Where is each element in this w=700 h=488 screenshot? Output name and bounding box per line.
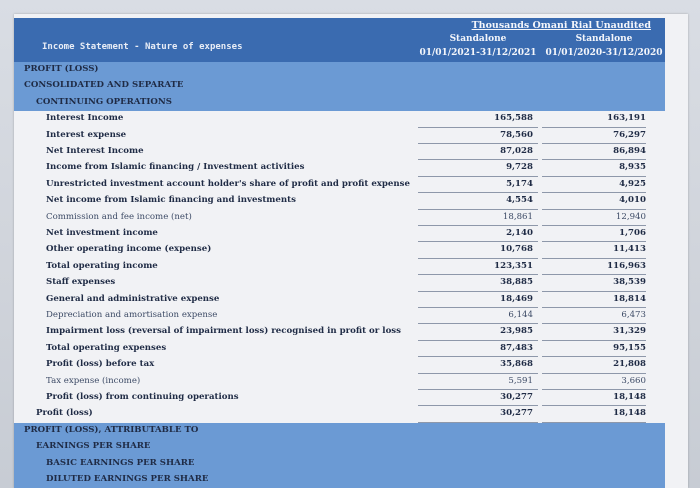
- row-label: Profit (loss) from continuing operations: [46, 392, 239, 402]
- value-2020: 163,191: [607, 113, 646, 124]
- value-2021: 18,469: [500, 293, 533, 304]
- statement-row: [14, 95, 665, 111]
- value-2020: 18,148: [613, 392, 646, 402]
- statement-row: [14, 292, 665, 308]
- value-2020: 4,925: [619, 178, 646, 189]
- row-label: Commission and fee income (net): [46, 211, 192, 222]
- value-2021: 30,277: [500, 408, 533, 419]
- statement-row: [14, 144, 665, 160]
- row-label: Total operating income: [46, 260, 158, 271]
- value-2020: 11,413: [613, 244, 646, 255]
- row-label: Total operating expenses: [46, 342, 167, 353]
- row-label: PROFIT (LOSS), ATTRIBUTABLE TO: [24, 424, 199, 435]
- value-2020: 76,297: [613, 129, 646, 140]
- value-2021: 9,728: [506, 162, 533, 173]
- statement-row: [14, 226, 665, 242]
- statement-row: [14, 341, 665, 357]
- value-2021: 4,554: [506, 195, 533, 206]
- statement-row: [14, 275, 665, 291]
- statement-row: [14, 128, 665, 144]
- value-2021: 30,277: [500, 392, 533, 402]
- statement-row: [14, 78, 665, 94]
- column-header-2020-line2: 01/01/2020-31/12/2020: [545, 48, 663, 58]
- value-2020: 38,539: [613, 277, 646, 288]
- statement-row: [14, 62, 665, 78]
- column-header-2021: [418, 32, 538, 60]
- row-label: CONTINUING OPERATIONS: [36, 96, 172, 107]
- value-2021: 38,885: [500, 277, 533, 288]
- statement-row: [14, 210, 665, 226]
- value-2021: 6,144: [508, 310, 533, 320]
- value-2021: 165,588: [494, 113, 533, 124]
- row-label: Net Interest Income: [46, 146, 144, 156]
- statement-row: [14, 259, 665, 275]
- statement-body: [14, 62, 665, 484]
- value-2020: 21,808: [613, 359, 646, 370]
- row-label: DILUTED EARNINGS PER SHARE: [46, 474, 209, 484]
- value-2021: 2,140: [506, 228, 533, 238]
- row-label: Interest Income: [46, 113, 124, 124]
- statement-row: [14, 423, 665, 439]
- row-label: Impairment loss (reversal of impairment loss) recognised in profit or loss: [46, 326, 401, 337]
- row-label: Unrestricted investment account holder's share of profit and profit expense: [46, 178, 410, 189]
- table-header: [14, 18, 665, 62]
- statement-row: [14, 324, 665, 340]
- row-label: Tax expense (income): [46, 375, 141, 386]
- statement-row: [14, 177, 665, 193]
- value-2020: 4,010: [619, 195, 646, 206]
- value-2021: 123,351: [494, 260, 533, 271]
- statement-row: [14, 160, 665, 176]
- statement-title: Income Statement - Nature of expenses: [42, 42, 243, 52]
- statement-row: [14, 374, 665, 390]
- statement-row: [14, 111, 665, 127]
- value-2020: 1,706: [619, 228, 646, 238]
- row-label: Net investment income: [46, 228, 158, 238]
- value-2021: 18,861: [502, 211, 533, 222]
- row-label: Income from Islamic financing / Investment activities: [46, 162, 305, 173]
- column-header-2021-line2: 01/01/2021-31/12/2021: [419, 48, 537, 58]
- statement-row: [14, 308, 665, 324]
- statement-row: [14, 242, 665, 258]
- row-label: EARNINGS PER SHARE: [36, 441, 151, 452]
- row-label: PROFIT (LOSS): [24, 64, 99, 74]
- statement-row: [14, 193, 665, 209]
- value-2021: 5,591: [508, 375, 533, 386]
- row-label: CONSOLIDATED AND SEPARATE: [24, 80, 184, 91]
- value-2021: 87,028: [500, 146, 533, 156]
- value-2020: 86,894: [613, 146, 646, 156]
- row-label: Staff expenses: [46, 277, 116, 288]
- statement-row: [14, 406, 665, 422]
- value-2021: 78,560: [500, 129, 533, 140]
- value-2021: 5,174: [506, 178, 533, 189]
- value-2020: 116,963: [607, 260, 646, 271]
- value-2020: 31,329: [613, 326, 646, 337]
- statement-row: [14, 472, 665, 488]
- statement-row: [14, 390, 665, 406]
- value-2020: 3,660: [621, 375, 646, 386]
- value-2020: 18,814: [613, 293, 646, 304]
- value-2020: 12,940: [615, 211, 646, 222]
- value-2020: 8,935: [619, 162, 646, 173]
- row-label: Profit (loss): [36, 408, 93, 419]
- statement-row: [14, 357, 665, 373]
- value-2020: 95,155: [613, 342, 646, 353]
- value-2021: 87,483: [500, 342, 533, 353]
- value-2020: 18,148: [613, 408, 646, 419]
- value-2021: 35,868: [500, 359, 533, 370]
- row-label: Profit (loss) before tax: [46, 359, 155, 370]
- value-2021: 10,768: [500, 244, 533, 255]
- column-header-2020-line1: Standalone: [575, 34, 633, 44]
- row-label: Other operating income (expense): [46, 244, 212, 255]
- row-label: Net income from Islamic financing and investments: [46, 195, 296, 206]
- row-label: Interest expense: [46, 129, 127, 140]
- column-header-2020: [542, 32, 666, 60]
- column-header-2021-line1: Standalone: [449, 34, 507, 44]
- row-label: BASIC EARNINGS PER SHARE: [46, 457, 195, 468]
- row-label: Depreciation and amortisation expense: [46, 310, 218, 320]
- value-2021: 23,985: [500, 326, 533, 337]
- value-2020: 6,473: [621, 310, 646, 320]
- statement-row: [14, 439, 665, 455]
- row-label: General and administrative expense: [46, 293, 220, 304]
- statement-row: [14, 456, 665, 472]
- units-label: Thousands Omani Rial Unaudited: [471, 20, 651, 31]
